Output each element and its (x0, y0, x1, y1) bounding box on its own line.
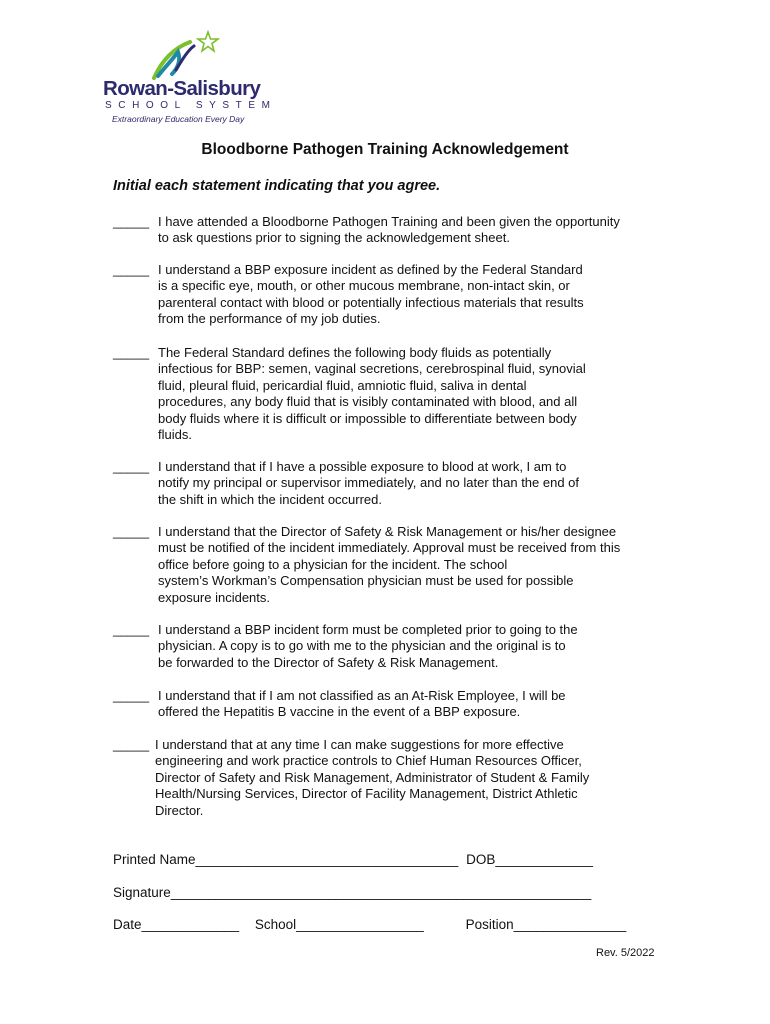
printed-name-field[interactable]: Printed Name___________________________________ (113, 852, 459, 867)
logo-name: Rowan-Salisbury (103, 77, 261, 100)
logo-tagline: Extraordinary Education Every Day (112, 114, 245, 124)
signature-row (113, 885, 591, 900)
statement-text: I understand that if I have a possible exposure to blood at work, I am to notify my principal or supervisor immediately, and no later than the end of the shift in which the incident occurred. (158, 459, 580, 507)
initial-blank[interactable]: _____ (113, 262, 150, 277)
signature-field[interactable]: Signature________________________________________________________ (113, 885, 592, 900)
statement-text: The Federal Standard defines the following body fluids as potentially infectious for BBP: semen, vaginal secretions, cerebrospinal fluid, synovial fluid, pleural fluid, pericardial fluid, amniotic fluid, saliva in dental procedures, any body fluid that is visibly contaminated with blood, and all body fluids where it is difficult or impossible to differentiate between body fluids. (158, 345, 586, 443)
statement-text: I understand that at any time I can make suggestions for more effective engineering and work practice controls to Chief Human Resources Officer, Director of Safety and Risk Management, Administrator of Student & Family Health/Nursing Services, Director of Facility Management, District Athletic Director. (155, 737, 590, 818)
statement-text: I understand a BBP incident form must be completed prior to going to the physician. A copy is to go with me to the physician and the original is to be forwarded to the Director of Safety & Risk Management. (158, 622, 578, 670)
school-logo (100, 30, 277, 130)
date-school-position-row (113, 917, 626, 932)
initial-blank[interactable]: _____ (113, 345, 150, 360)
initial-blank[interactable]: _____ (113, 622, 150, 637)
initial-blank[interactable]: _____ (113, 688, 150, 703)
initial-blank[interactable]: _____ (113, 737, 150, 752)
initial-blank[interactable]: _____ (113, 524, 150, 539)
dob-field[interactable]: DOB_____________ (466, 852, 593, 867)
name-dob-row (113, 852, 593, 867)
statement-text: I understand that the Director of Safety & Risk Management or his/her designee must be notified of the incident immediately. Approval must be received from this office before going to a physician for the incident. The school system’s Workman’s Compensation physician must be used for possible exposure incidents. (158, 524, 621, 605)
instruction-text: Initial each statement indicating that you agree. (113, 178, 441, 194)
date-field[interactable]: Date_____________ (113, 917, 240, 932)
position-field[interactable]: Position_______________ (465, 917, 627, 932)
revision-label: Rev. 5/2022 (596, 947, 655, 959)
statement-text: I understand a BBP exposure incident as defined by the Federal Standard is a specific eye, mouth, or other mucous membrane, non-intact skin, or parenteral contact with blood or potentially infectious materials that results from the performance of my job duties. (158, 262, 584, 327)
document-title: Bloodborne Pathogen Training Acknowledgement (201, 141, 569, 158)
statement-text: I understand that if I am not classified as an At-Risk Employee, I will be offered the Hepatitis B vaccine in the event of a BBP exposure. (158, 688, 566, 720)
initial-blank[interactable]: _____ (113, 459, 150, 474)
school-field[interactable]: School_________________ (254, 917, 424, 932)
initial-blank[interactable]: _____ (113, 214, 150, 229)
logo-system: SCHOOL SYSTEM (105, 100, 277, 111)
statement-text: I have attended a Bloodborne Pathogen Training and been given the opportunity to ask questions prior to signing the acknowledgement sheet. (158, 214, 620, 246)
star-swoosh-icon (148, 30, 220, 82)
